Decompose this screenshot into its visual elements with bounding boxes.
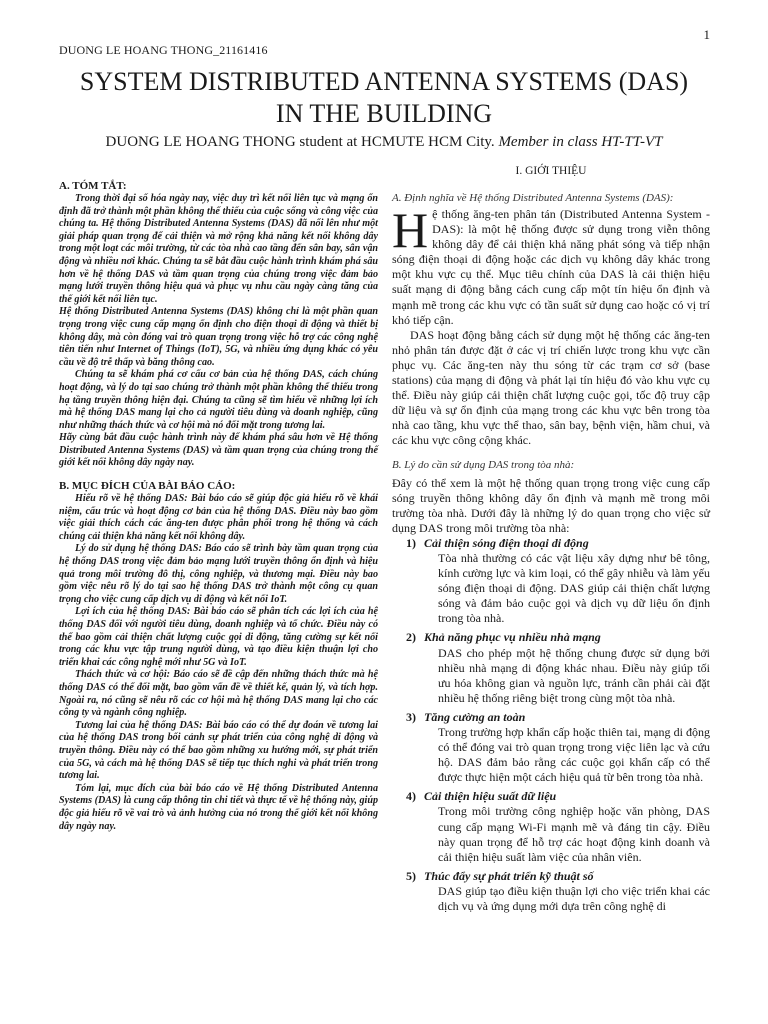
paper-title [20, 66, 748, 130]
list-item-number: 3) [406, 709, 416, 724]
list-item-number: 4) [406, 789, 416, 804]
reason-heading: B. Lý do cần sử dụng DAS trong tòa nhà: [392, 458, 575, 471]
list-item-body: Trong trường hợp khẩn cấp hoặc thiên tai, mạng di động có thể đóng vai trò quan trọng trong việc liên lạc và cứu hộ. DAS đảm bảo rằng các cuộc gọi khẩn cấp có thể được thực hiện một cách hiệu quả từ bên trong tòa nhà. [438, 725, 710, 785]
list-item-title [392, 710, 710, 725]
purpose-heading: B. MỤC ĐÍCH CỦA BÀI BÁO CÁO: [59, 480, 236, 493]
reason-list [392, 536, 710, 914]
abstract-paragraph: Trong thời đại số hóa ngày nay, việc duy trì kết nối liên tục và mạng ổn định đã trở thành một phần không thể thiếu của cuộc sống và công việc của chúng ta. Hệ thống Distributed Antenna Systems (DAS) đã nổi lên như một giải pháp quan trọng để cải thiện và mở rộng khả năng kết nối không dây trong một loạt các môi trường, từ các tòa nhà cao tầng đến sân bay, sân vận động và nhiều nơi khác. Chúng ta sẽ bắt đầu cuộc hành trình khám phá sâu hơn về hệ thống DAS và tầm quan trọng của chúng trong việc đảm bảo mạng lưới truyền thông hiệu quả và phục vụ nhu cầu ngày càng tăng của thế giới kết nối liên tục. [59, 193, 378, 305]
purpose-paragraph: Lợi ích của hệ thống DAS: Bài báo cáo sẽ phân tích các lợi ích của hệ thống DAS đối với người tiêu dùng, doanh nghiệp và tổ chức. Điều này có thể bao gồm cải thiện chất lượng cuộc gọi di động, tăng cường sự kết nối trong các khu vực tập trung người dùng, và tạo điều kiện thuận lợi cho triển khai các công nghệ mới như 5G và IoT. [59, 606, 378, 668]
list-item-title [392, 869, 710, 884]
list-item-title-text: Tăng cường an toàn [424, 709, 526, 724]
purpose-paragraph: Hiểu rõ về hệ thống DAS: Bài báo cáo sẽ giúp độc giả hiểu rõ về khái niệm, cấu trúc và hoạt động cơ bản của hệ thống DAS. Điều này bao gồm việc giải thích cách các ăng-ten được phân phối trong hệ thống và cách chúng cải thiện khả năng kết nối không dây. [59, 493, 378, 542]
abstract-paragraph: Chúng ta sẽ khám phá cơ cấu cơ bản của hệ thống DAS, cách chúng hoạt động, và lý do tại sao chúng trở thành một phần không thể thiếu trong hạ tầng truyền thông hiện đại. Chúng ta cũng sẽ tìm hiểu về những lợi ích mà hệ thống DAS mang lại cho cả người tiêu dùng và doanh nghiệp, cũng như những thách thức và cơ hội mà nó đối mặt trong tương lai. [59, 369, 378, 431]
list-item-title [392, 536, 710, 551]
purpose-paragraph: Thách thức và cơ hội: Báo cáo sẽ đề cập đến những thách thức mà hệ thống DAS có thể đối mặt, bao gồm vấn đề về thiết kế, quản lý, và tích hợp. Ngoài ra, nó cũng sẽ nêu rõ các cơ hội mà hệ thống DAS mang lại cho các công ty và ngành công nghiệp. [59, 669, 378, 719]
list-item-title [392, 630, 710, 645]
purpose-paragraph: Tóm lại, mục đích của bài báo cáo về Hệ thống Distributed Antenna Systems (DAS) là cung cấp thông tin chi tiết và thực tế về hệ thống này, giúp độc giả hiểu rõ về vai trò và ảnh hưởng của nó trong thế giới kết nối không dây ngày nay. [59, 782, 378, 832]
drop-cap: H [392, 202, 429, 258]
abstract-paragraph: Hãy cùng bắt đầu cuộc hành trình này để khám phá sâu hơn về Hệ thống Distributed Antenna Systems (DAS) và tầm quan trọng của chúng trong thế giới kết nối không dây ngày nay. [59, 432, 378, 469]
purpose-paragraph: Tương lai của hệ thống DAS: Bài báo cáo có thể dự đoán về tương lai của hệ thống DAS trong bối cảnh sự phát triển của công nghệ di động và truyền thông. Điều này có thể bao gồm những xu hướng mới, sự phát triển của 5G, và cách mà hệ thống DAS sẽ tiếp tục thích nghi và phát triển trong tương lai. [59, 719, 378, 782]
list-item [392, 630, 710, 705]
byline [20, 134, 748, 151]
list-item [392, 536, 710, 627]
list-item-title-text: Cải thiện sóng điện thoại di động [424, 535, 589, 550]
definition-heading: A. Định nghĩa về Hệ thống Distributed Antenna Systems (DAS): [392, 192, 674, 204]
list-item-body: Tòa nhà thường có các vật liệu xây dựng như bê tông, kính cường lực và kim loại, có thể gây nhiễu và làm yếu sóng điện thoại di động. DAS giúp cải thiện chất lượng sóng và đảm bảo cuộc gọi và dịch vụ dữ liệu ổn định trong tòa nhà. [438, 550, 710, 626]
list-item-title-text: Khả năng phục vụ nhiều nhà mạng [424, 630, 601, 645]
list-item [392, 710, 710, 785]
list-item-title [392, 789, 710, 804]
list-item-body: DAS giúp tạo điều kiện thuận lợi cho việc triển khai các dịch vụ và ứng dụng mới dựa trên công nghệ di [438, 883, 710, 914]
reason-intro: Đây có thể xem là một hệ thống quan trọng trong việc cung cấp sóng truyền thông không dây ổn định và mạnh mẽ trong môi trường tòa nhà. Dưới đây là những lý do quan trọng cho việc sử dụng DAS trong môi trường tòa nhà: [392, 475, 710, 535]
abstract-heading: A. TÓM TẮT: [59, 180, 127, 192]
left-column [59, 180, 378, 833]
list-item-number: 2) [406, 630, 416, 645]
page-number: 1 [703, 27, 710, 42]
abstract-paragraph: Hệ thống Distributed Antenna Systems (DAS) không chỉ là một phần quan trọng trong việc cung cấp mạng ổn định cho điện thoại di động và thiết bị không dây, mà còn đóng vai trò quan trọng trong việc hỗ trợ các công nghệ tiên tiến như Internet of Things (IoT), 5G, và nhiều ứng dụng khác có yêu cầu về độ trễ thấp và băng thông cao. [59, 306, 378, 368]
member-line: Member in class HT-TT-VT [498, 134, 663, 150]
spacer [59, 470, 378, 480]
list-item-body: Trong môi trường công nghiệp hoặc văn phòng, DAS cung cấp mạng Wi-Fi mạnh mẽ và đáng tin cậy. Điều này quan trọng để hỗ trợ các hoạt động kinh doanh và cải thiện hiệu suất làm việc của nhân viên. [438, 804, 710, 864]
list-item [392, 869, 710, 914]
purpose-paragraph: Lý do sử dụng hệ thống DAS: Báo cáo sẽ trình bày tầm quan trọng của hệ thống DAS trong việc đảm bảo mạng lưới truyền thông ổn định và hiệu quả trong môi trường đô thị, công nghiệp, và thương mại. Điều này bao gồm việc nêu rõ lý do tại sao hệ thống DAS trở thành một công cụ quan trọng cho việc cung cấp dịch vụ di động và kết nối IoT. [59, 543, 378, 605]
list-item-number: 5) [406, 868, 416, 883]
list-item [392, 789, 710, 864]
title-line-2: IN THE BUILDING [275, 99, 493, 128]
definition-paragraph [392, 202, 710, 328]
running-head: DUONG LE HOANG THONG_21161416 [59, 43, 268, 57]
title-line-1: SYSTEM DISTRIBUTED ANTENNA SYSTEMS (DAS) [79, 67, 689, 96]
definition-text: ệ thống ăng-ten phân tán (Distributed Antenna System - DAS): là một hệ thống được sử dụng trong viễn thông không dây để cải thiện khả năng phát sóng và tiếp nhận sóng điện thoại di động hoặc các dịch vụ không dây khác trong một khu vực cụ thể. Mục tiêu chính của DAS là cải thiện hiệu suất mạng di động bằng cách cung cấp một tín hiệu ổn định và mạnh mẽ trong các khu vực có tần suất sử dụng cao hoặc có vị trí khó tiếp cận. [392, 207, 710, 327]
list-item-number: 1) [406, 535, 416, 550]
author-line: DUONG LE HOANG THONG student at HCMUTE HCM City. [105, 134, 495, 150]
definition-paragraph-2: DAS hoạt động bằng cách sử dụng một hệ thống các ăng-ten nhỏ phân tán được đặt ở các vị trí chiến lược trong khu vực cần phục vụ. Các ăng-ten này thu sóng từ các trạm cơ sở (base stations) của mạng di động và phát lại tín hiệu đó vào khu vực cụ thể. Điều này giúp cải thiện chất lượng cuộc gọi, tốc độ truy cập dữ liệu và sự ổn định của mạng trong các khu vực bên trong tòa nhà cao tầng, khu vực thể thao, sân bay, bệnh viện, hầm chui, và các khu vực công cộng khác. [392, 327, 710, 448]
spacer [392, 449, 710, 459]
list-item-title-text: Thúc đẩy sự phát triển kỹ thuật số [424, 868, 594, 883]
list-item-title-text: Cải thiện hiệu suất dữ liệu [424, 789, 557, 804]
list-item-body: DAS cho phép một hệ thống chung được sử dụng bởi nhiều nhà mạng di động khác nhau. Điều này giúp tối ưu hóa không gian và nguồn lực, tránh cần phải cài đặt nhiều hệ thống riêng biệt trong cùng một tòa nhà. [438, 645, 710, 705]
intro-section-title: I. GIỚI THIỆU [515, 165, 587, 177]
right-column [392, 165, 710, 918]
